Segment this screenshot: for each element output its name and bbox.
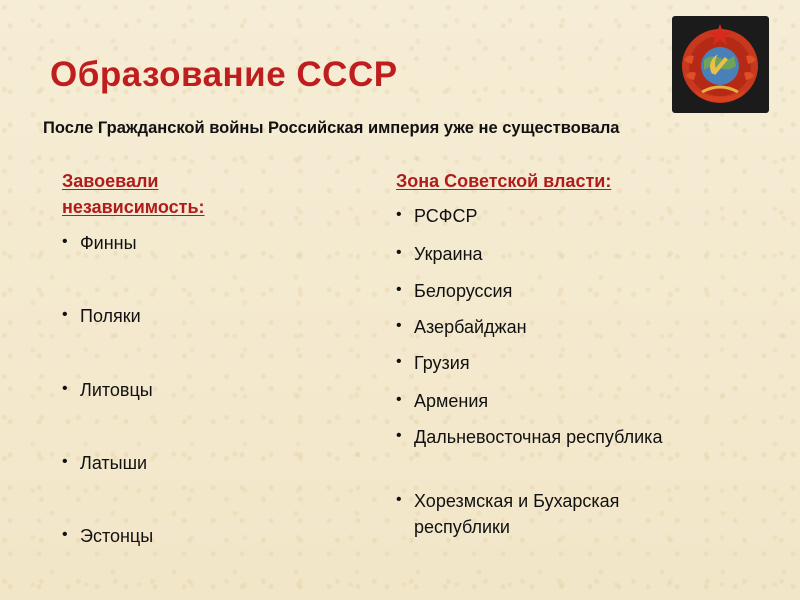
list-item (62, 450, 380, 476)
list-item-label: Латыши (80, 453, 148, 473)
list-item (396, 241, 714, 267)
list-item (62, 377, 380, 403)
list-item (396, 203, 714, 229)
list-item-label: Армения (414, 391, 489, 411)
bullet-icon: • (396, 427, 402, 444)
list-item-label: Поляки (80, 306, 141, 326)
list-item-label: РСФСР (414, 206, 478, 226)
list-item (396, 350, 714, 376)
bullet-icon: • (62, 380, 68, 397)
bullet-icon: • (396, 281, 402, 298)
list-item-label: Хорезмская и Бухарская республики (414, 491, 620, 537)
list-item (396, 488, 714, 540)
bullet-icon: • (62, 526, 68, 543)
list-item-label: Грузия (414, 353, 470, 373)
bullet-icon: • (396, 206, 402, 223)
list-item (396, 278, 714, 304)
list-item-label: Украина (414, 244, 483, 264)
list-item-label: Эстонцы (80, 526, 154, 546)
list-item-label: Белоруссия (414, 281, 513, 301)
list-item-label: Дальневосточная республика (414, 427, 663, 447)
list-item (396, 314, 714, 340)
list-item-label: Литовцы (80, 380, 153, 400)
slide-subtitle: После Гражданской войны Российская империя уже не существовала (43, 119, 620, 137)
list-item-label: Финны (80, 233, 137, 253)
bullet-icon: • (62, 233, 68, 250)
bullet-icon: • (396, 244, 402, 261)
list-item-label: Азербайджан (414, 317, 527, 337)
bullet-icon: • (396, 391, 402, 408)
list-item (62, 230, 380, 256)
list-item (396, 388, 714, 414)
bullet-icon: • (396, 353, 402, 370)
list-item (396, 424, 664, 450)
bullet-icon: • (396, 491, 402, 508)
bullet-icon: • (62, 306, 68, 323)
ussr-coat-of-arms-icon (672, 16, 769, 113)
slide-title: Образование СССР (50, 55, 398, 94)
soviet-zone-heading: Зона Советской власти: (396, 171, 612, 191)
list-item (62, 523, 380, 549)
bullet-icon: • (62, 453, 68, 470)
independence-heading: Завоевали независимость: (62, 171, 205, 217)
list-item (62, 303, 380, 329)
bullet-icon: • (396, 317, 402, 334)
